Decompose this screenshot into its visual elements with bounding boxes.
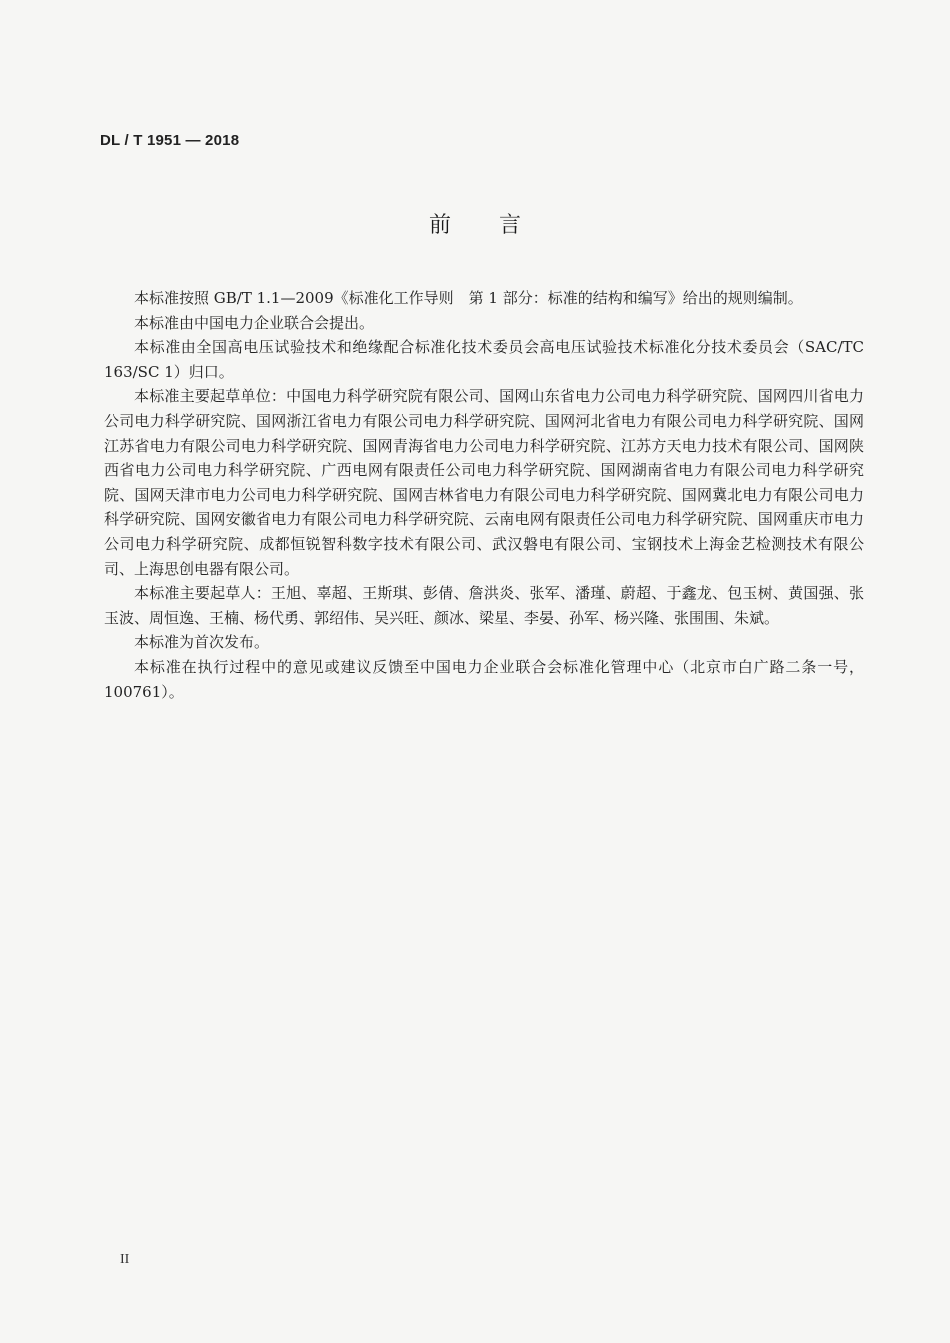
page-number: II (120, 1252, 130, 1267)
page-title: 前言 (428, 213, 569, 238)
paragraph-proposer: 本标准由中国电力企业联合会提出。 (134, 313, 375, 332)
paragraph-administrator: 本标准由全国高电压试验技术和绝缘配合标准化技术委员会高电压试验技术标准化分技术委员会（SAC/TC 163/SC 1）归口。 (104, 338, 864, 381)
paragraph-drafting-units: 本标准主要起草单位：中国电力科学研究院有限公司、国网山东省电力公司电力科学研究院、国网四川省电力公司电力科学研究院、国网浙江省电力有限公司电力科学研究院、国网河北省电力有限公司电力科学研究院、国网江苏省电力有限公司电力科学研究院、国网青海省电力公司电力科学研究院、江苏方天电力技术有限公司、国网陕西省电力公司电力科学研究院、广西电网有限责任公司电力科学研究院、国网湖南省电力有限公司电力科学研究院、国网天津市电力公司电力科学研究院、国网吉林省电力有限公司电力科学研究院、国网冀北电力有限公司电力科学研究院、国网安徽省电力有限公司电力科学研究院、云南电网有限责任公司电力科学研究院、国网重庆市电力公司电力科学研究院、成都恒锐智科数字技术有限公司、武汉磐电有限公司、宝钢技术上海金艺检测技术有限公司、上海思创电器有限公司。 (104, 387, 864, 578)
paragraph-feedback: 本标准在执行过程中的意见或建议反馈至中国电力企业联合会标准化管理中心（北京市白广路二条一号，100761）。 (104, 657, 864, 701)
paragraph-first-release: 本标准为首次发布。 (134, 633, 270, 652)
foreword-body (104, 286, 864, 704)
paragraph-drafters: 本标准主要起草人：王旭、辜超、王斯琪、彭倩、詹洪炎、张军、潘瑾、蔚超、于鑫龙、包玉树、黄国强、张玉波、周恒逸、王楠、杨代勇、郭绍伟、吴兴旺、颜冰、梁星、李晏、孙军、杨兴隆、张围围、朱斌。 (104, 584, 864, 627)
paragraph-drafting-rules: 本标准按照 GB/T 1.1—2009《标准化工作导则 第 1 部分：标准的结构和编写》给出的规则编制。 (134, 289, 803, 307)
standard-code: DL / T 1951 — 2018 (100, 132, 240, 149)
